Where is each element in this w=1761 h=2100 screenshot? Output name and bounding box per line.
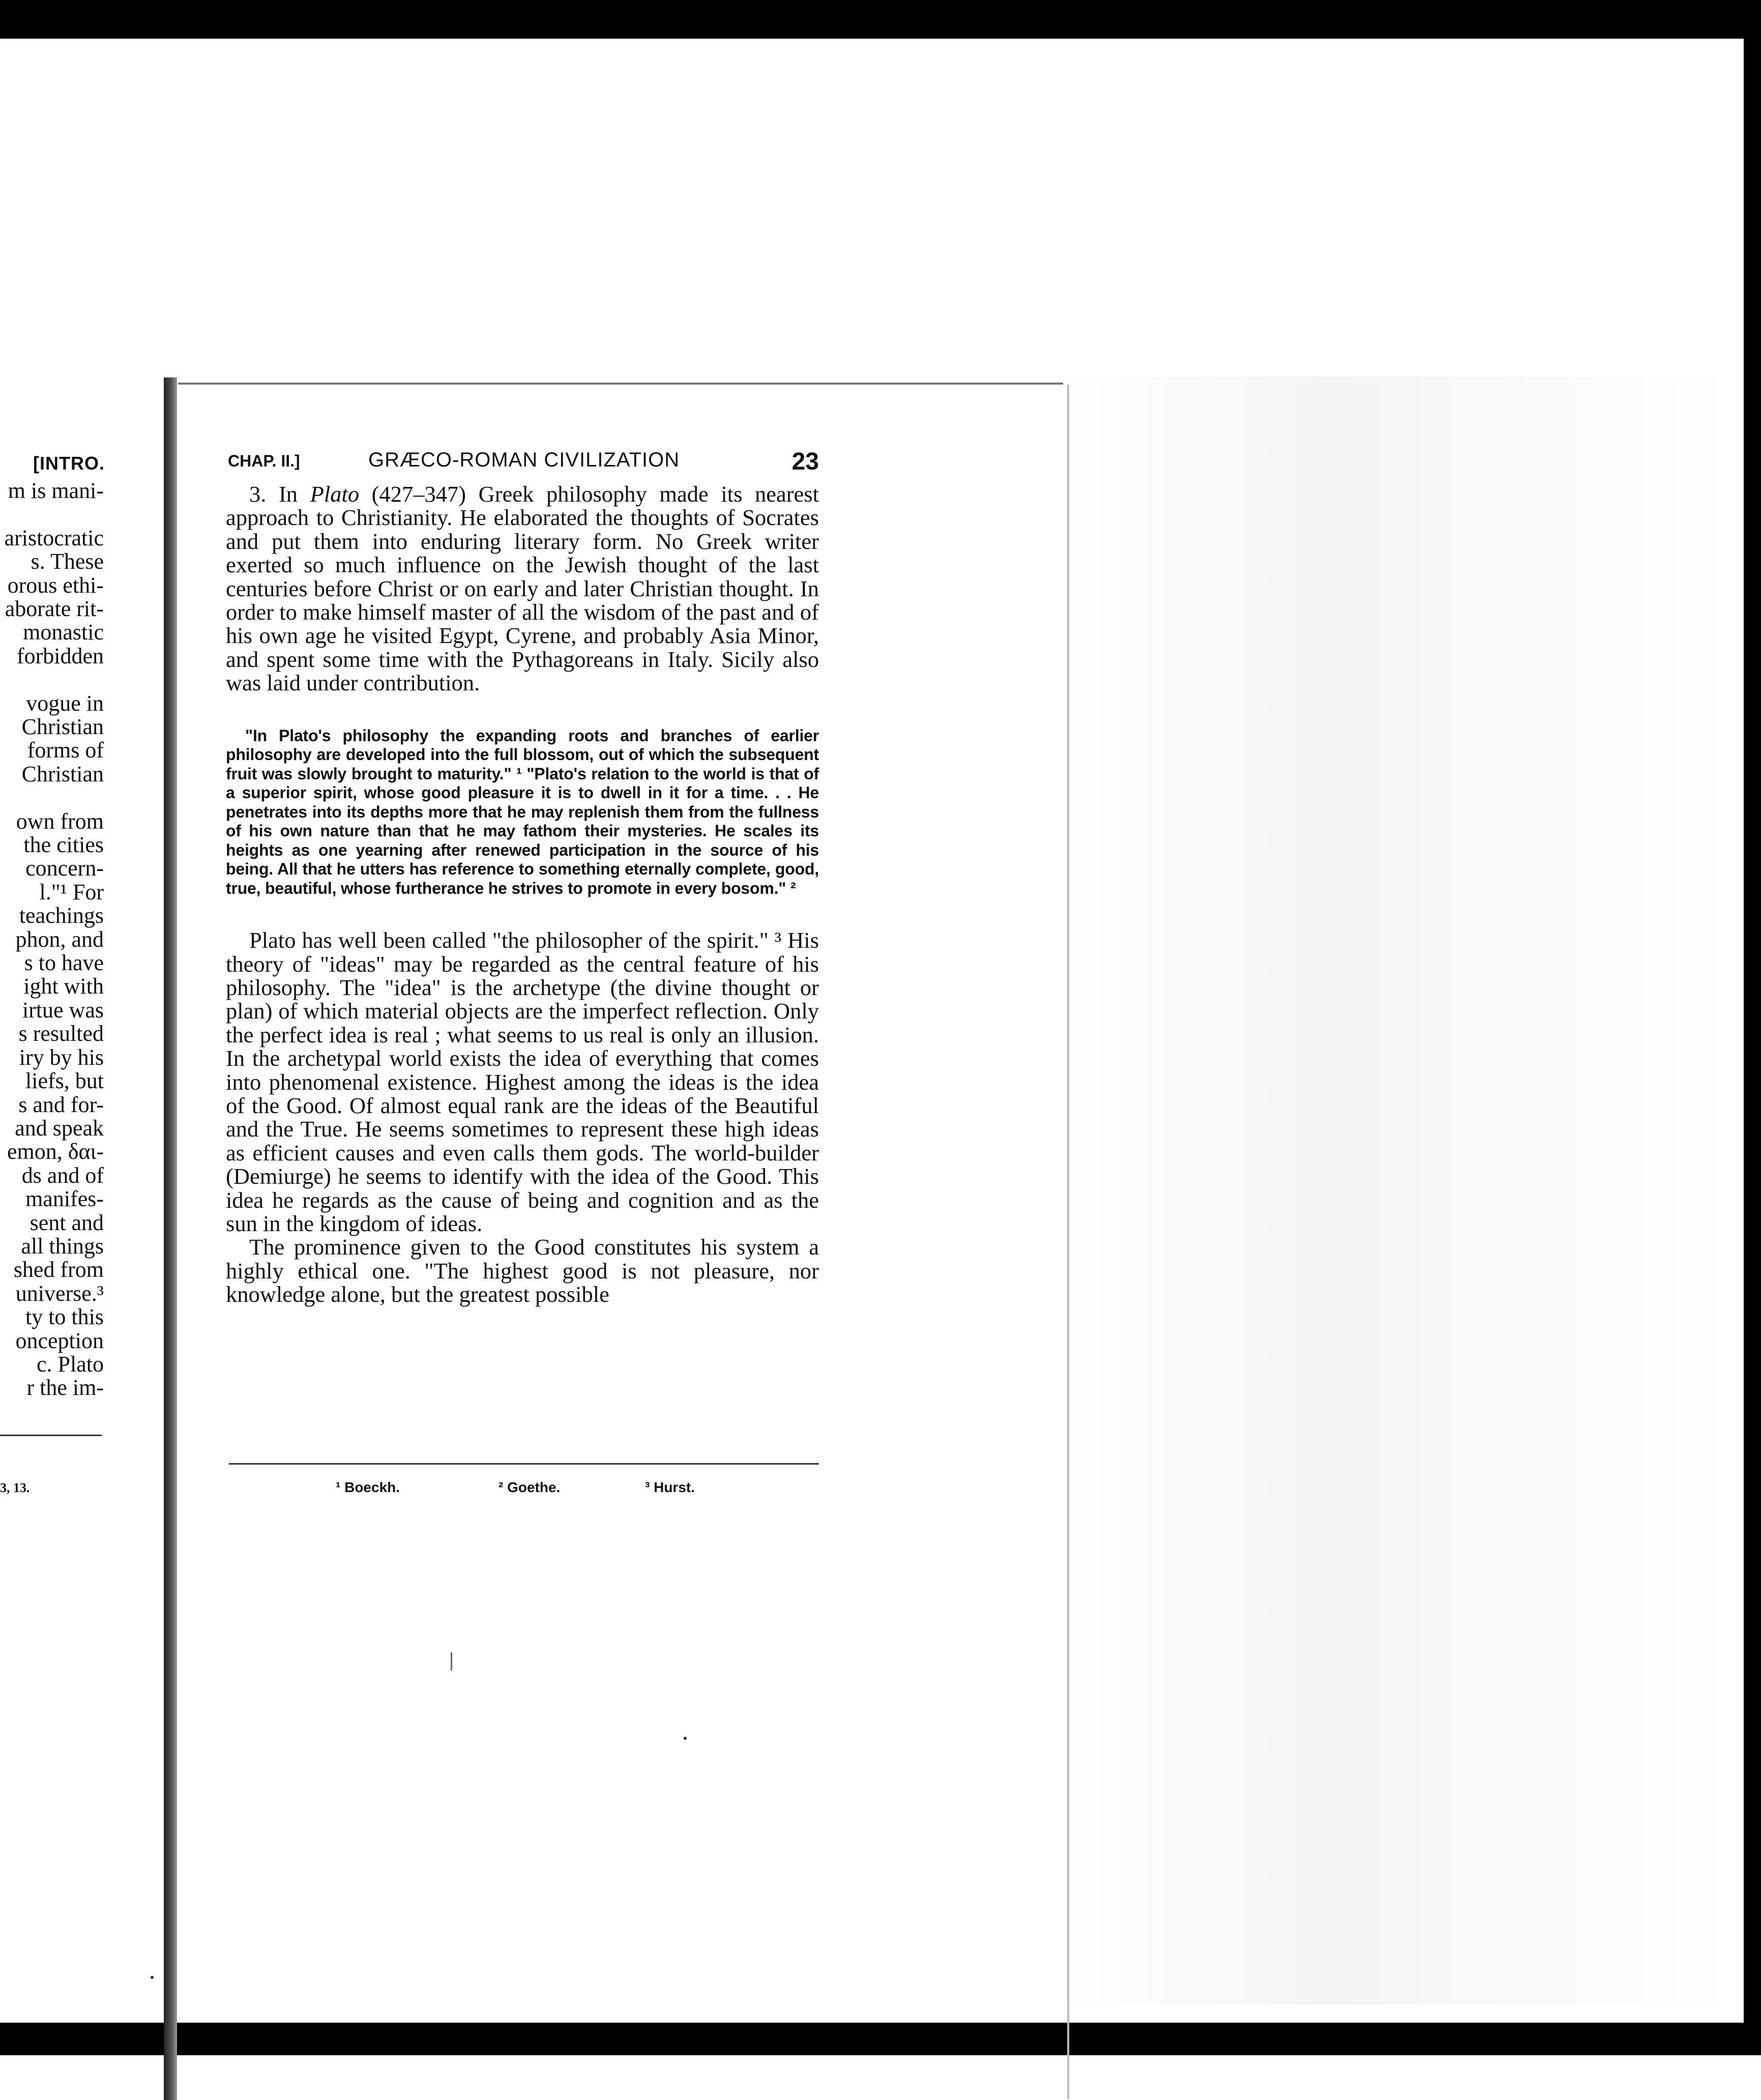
footnote-1: ¹ Boeckh. <box>336 1479 400 1495</box>
left-page-text <box>0 479 104 1400</box>
left-line: all things <box>21 1233 104 1259</box>
italic-plato: Plato <box>310 481 360 507</box>
left-line: universe.³ <box>15 1280 104 1306</box>
left-line: s and for- <box>18 1092 104 1117</box>
paragraph-ideas: Plato has well been called "the philosopher of the spirit." ³ His theory of "ideas" may be regarded as the central feature of his philosophy. The "idea" is the archetype (the divine thought or plan) of which material objects are the imperfect reflection. Only the perfect idea is real ; what seems to us real is only an illusion. In the archetypal world exists the idea of everything that comes into phenomenal existence. Highest among the ideas is the idea of the Good. Of almost equal rank are the ideas of the Beautiful and the True. He seems sometimes to represent these high ideas as efficient causes and even calls them gods. The world-builder (Demiurge) he seems to identify with the idea of the Good. This idea he regards as the cause of being and cognition and as the sun in the kingdom of ideas. <box>226 927 819 1237</box>
left-line: Christian <box>21 714 104 740</box>
scan-speck <box>151 1976 154 1979</box>
paragraph-good: The prominence given to the Good constitutes his system a highly ethical one. "The highest good is not pleasure, nor knowledge alone, but the greatest possible <box>226 1234 819 1307</box>
chapter-label: CHAP. II.] <box>228 452 300 470</box>
left-line: sent and <box>30 1210 104 1235</box>
left-line: ight with <box>23 974 104 999</box>
left-line: the cities <box>23 832 104 858</box>
left-line: r the im- <box>26 1375 104 1401</box>
footnote-3: ³ Hurst. <box>645 1479 695 1495</box>
page-edge-right <box>1067 385 1069 2099</box>
left-line: l."¹ For <box>39 879 104 905</box>
left-line: m is mani- <box>8 478 104 503</box>
running-header <box>226 448 819 476</box>
left-line: c. Plato <box>37 1351 104 1377</box>
left-line: iry by his <box>19 1044 104 1070</box>
left-line: onception <box>15 1328 104 1353</box>
left-line: s resulted <box>18 1021 104 1046</box>
left-running-header: [INTRO. <box>33 453 105 474</box>
paragraph-text: (427–347) Greek philosophy made its nearest approach to Christianity. He elaborated the thoughts of Socrates and put them into enduring literary form. No Greek writer exerted so much influence on the Jewish thought of the last centuries before Christ or on early and later Christian thought. In order to make himself master of all the wisdom of the past and of his own age he visited Egypt, Cyrene, and probably Asia Minor, and spent some time with the Pythagoreans in Italy. Sicily also was laid under contribution. <box>226 481 819 696</box>
left-line: ds and of <box>21 1162 104 1188</box>
left-line: liefs, but <box>25 1068 104 1094</box>
scan-border-bottom <box>0 2023 1761 2055</box>
left-line: Christian <box>21 761 104 786</box>
left-page-fragment <box>0 448 108 1567</box>
left-line: aristocratic <box>4 525 104 550</box>
left-line: forbidden <box>16 643 104 668</box>
page-shadow <box>1058 376 1735 2004</box>
left-line: manifes- <box>25 1186 104 1212</box>
left-line: shed from <box>13 1257 104 1282</box>
page-number: 23 <box>791 448 819 475</box>
right-page <box>226 448 819 1306</box>
left-line <box>0 668 104 691</box>
scan-border-top <box>0 0 1761 39</box>
footnote-2: ² Goethe. <box>498 1479 561 1495</box>
paragraph-number: 3. In <box>249 481 310 507</box>
book-binding <box>164 377 177 2100</box>
left-line: aborate rit- <box>5 596 104 622</box>
left-line: phon, and <box>15 926 104 952</box>
left-line: s to have <box>24 950 104 976</box>
scan-mark <box>451 1652 452 1671</box>
scan-speck <box>684 1737 687 1740</box>
left-line: teachings <box>19 903 104 928</box>
left-footnote: 3, 13. <box>0 1480 30 1495</box>
left-line <box>0 503 104 526</box>
page-edge-top <box>178 383 1063 385</box>
left-line: irtue was <box>22 997 104 1023</box>
paragraph-plato-intro <box>226 482 819 695</box>
footnote-rule <box>229 1463 819 1465</box>
scan-border-right <box>1744 0 1761 2055</box>
left-line: ty to this <box>25 1304 104 1330</box>
left-line: emon, δαι- <box>7 1139 104 1164</box>
running-title: GRÆCO-ROMAN CIVILIZATION <box>368 449 680 471</box>
left-line: concern- <box>25 856 104 881</box>
page-body <box>226 482 819 1306</box>
left-footnote-rule <box>0 1435 102 1436</box>
left-line: and speak <box>15 1115 104 1141</box>
left-line: s. These <box>31 549 104 574</box>
left-line: forms of <box>27 738 104 763</box>
left-line: vogue in <box>26 690 104 716</box>
left-line: monastic <box>23 620 104 645</box>
left-line: own from <box>16 808 104 834</box>
left-line <box>0 786 104 809</box>
block-quote: "In Plato's philosophy the expanding roots and branches of earlier philosophy are developed into the full blossom, out of which the subsequent fruit was slowly brought to maturity." ¹ "Plato's relation to the world is that of a superior spirit, whose good pleasure it is to dwell in it for a time. . . He penetrates into its depths more that he may replenish them from the fullness of his own nature than that he may fathom their mysteries. He scales its heights as one yearning after renewed participation in the source of his being. All that he utters has reference to something eternally complete, good, true, beautiful, whose furtherance he strives to promote in every bosom." ² <box>226 726 819 897</box>
left-line: orous ethi- <box>7 572 104 598</box>
